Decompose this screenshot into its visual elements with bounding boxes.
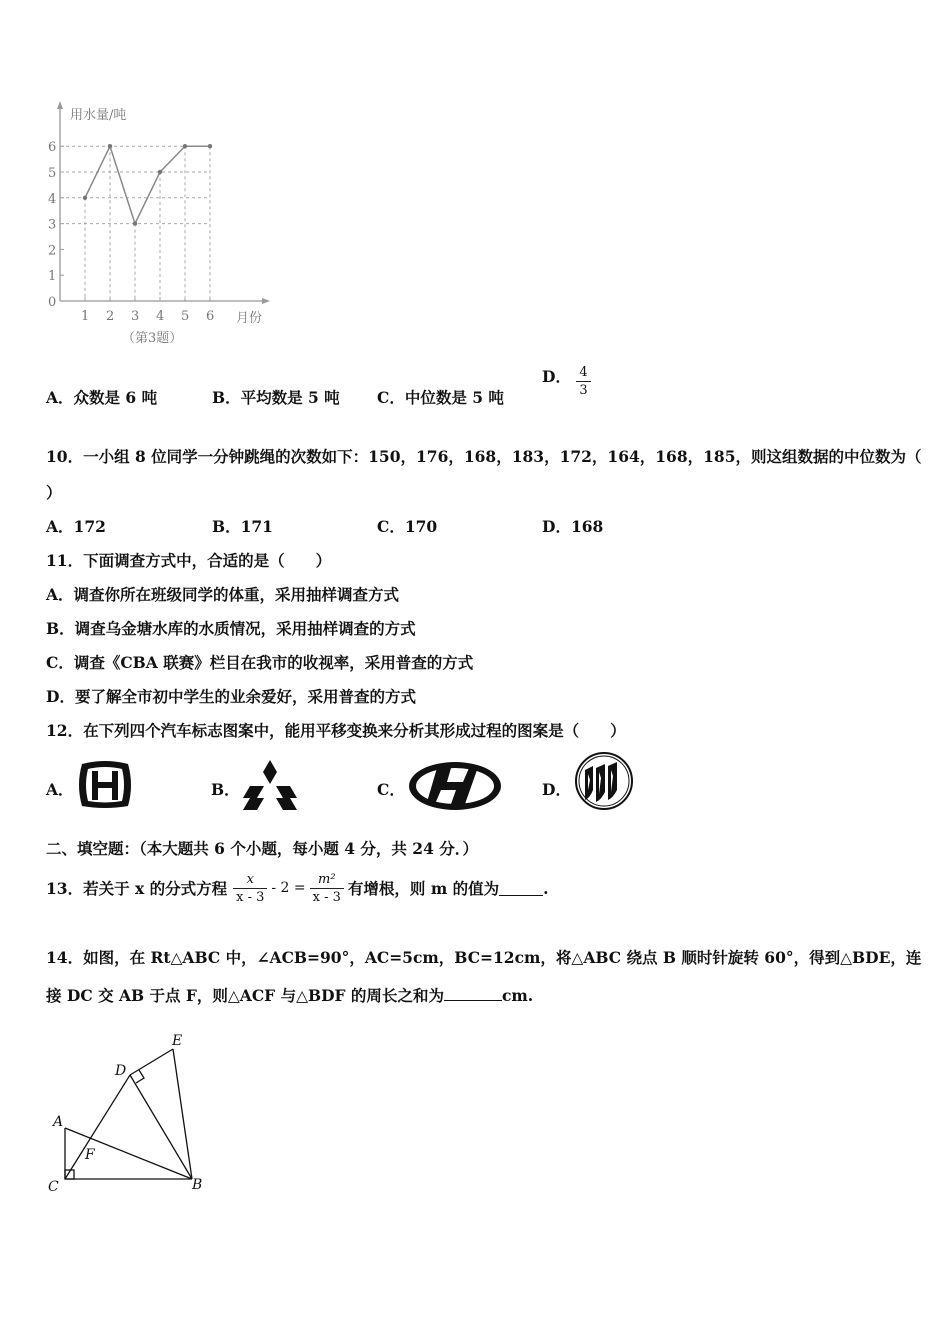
chart-ylabel: 用水量/吨 [70,108,127,123]
q12-option-c-label: C． [377,780,405,799]
chart-data-point [108,144,112,148]
chart-x-axis-arrow [262,298,270,304]
q12-stem: 12．在下列四个汽车标志图案中，能用平移变换来分析其形成过程的图案是（ ） [46,721,626,740]
q10-stem: 10．一小组 8 位同学一分钟跳绳的次数如下：150，176，168，183，172，164，168，185，则这组数据的中位数为（ [46,447,922,466]
chart-x-tick-label: 1 [81,309,90,324]
chart-x-tick-label: 6 [206,309,215,324]
chart-y-tick-label: 1 [48,269,57,285]
chart-y-tick-label: 2 [48,243,57,259]
section2-title: 二、填空题：（本大题共 6 个小题，每小题 4 分，共 24 分．） [46,839,479,858]
q10-stem-close: ） [46,483,62,502]
q11-stem: 11．下面调查方式中，合适的是（ ） [46,551,332,570]
point-d-label: D [115,1063,127,1079]
q12-option-d-label: D． [542,780,571,799]
buick-logo-icon [574,750,634,812]
q9-option-d: D． $\frac{4}{3}$ [542,362,591,397]
chart-x-tick-label: 3 [131,309,140,324]
q9-fraction: $\frac{4}{3}$ [576,364,590,399]
q9-option-a: A．众数是 6 吨 [46,388,158,407]
q10-option-b: B．171 [212,517,273,536]
point-f-label: F [85,1147,95,1163]
chart-x-tick-label: 2 [106,309,115,324]
chart-y-tick-label: 6 [48,140,57,156]
q13-answer-blank[interactable] [499,881,543,896]
chart-y-tick-label: 3 [48,217,57,233]
chart-data-point [133,221,137,225]
chart-data-point [208,144,212,148]
q11-option-a: A．调查你所在班级同学的体重，采用抽样调查方式 [46,585,400,604]
chart-series-line [85,146,210,223]
q13-fraction-2: $\frac{\text{m²}}{x - 3}$ [310,871,344,906]
q10-option-a: A．172 [46,517,106,536]
q11-option-b: B．调查乌金塘水库的水质情况，采用抽样调查的方式 [46,619,416,638]
chart-y-axis-arrow [57,101,63,109]
q12-option-b-label: B． [211,780,240,799]
q13-stem: 13．若关于 x 的分式方程 $\frac{x}{x - 3}$ - 2 = $\frac{\text{m²}}{x - 3}$ 有增根，则 m 的值为 . [46,871,549,905]
q10-option-c: C．170 [377,517,438,536]
chart-y-tick-label: 5 [48,166,57,181]
q11-option-c: C．调查《CBA 联赛》栏目在我市的收视率，采用普查的方式 [46,653,474,672]
chart-xlabel: 月份 [236,311,263,326]
point-c-label: C [48,1179,59,1195]
q14-stem-line2: 接 DC 交 AB 于点 F，则△ACF 与△BDF 的周长之和为 cm. [46,986,534,1005]
honda-logo-icon [76,760,134,810]
q13-fraction-1: $\frac{x}{x - 3}$ [233,871,267,906]
chart-caption: （第3题） [122,331,183,346]
chart-x-tick-label: 5 [181,309,190,324]
q10-option-d: D．168 [542,517,604,536]
q11-option-d: D．要了解全市初中学生的业余爱好，采用普查的方式 [46,687,416,706]
chart-y-tick-label: 0 [48,295,57,310]
chart-y-tick-label: 4 [48,191,57,207]
point-e-label: E [172,1033,183,1049]
q12-option-a-label: A． [46,780,74,799]
point-a-label: A [53,1114,64,1130]
chart-data-point [158,170,162,174]
water-usage-chart [40,95,280,355]
triangle-rotation-figure [40,1025,220,1200]
mitsubishi-logo-icon [240,758,300,812]
chart-data-point [183,144,187,148]
hyundai-logo-icon [407,760,503,812]
chart-data-point [83,196,87,200]
q14-stem-line1: 14．如图，在 Rt△ABC 中，∠ACB=90°，AC=5cm，BC=12cm，将△ABC 绕点 B 顺时针旋转 60°，得到△BDE，连 [46,948,922,967]
q9-option-b: B．平均数是 5 吨 [212,388,340,407]
chart-x-tick-label: 4 [156,309,165,324]
q14-answer-blank[interactable] [444,986,502,1001]
q9-option-c: C．中位数是 5 吨 [377,388,504,407]
point-b-label: B [192,1177,203,1193]
